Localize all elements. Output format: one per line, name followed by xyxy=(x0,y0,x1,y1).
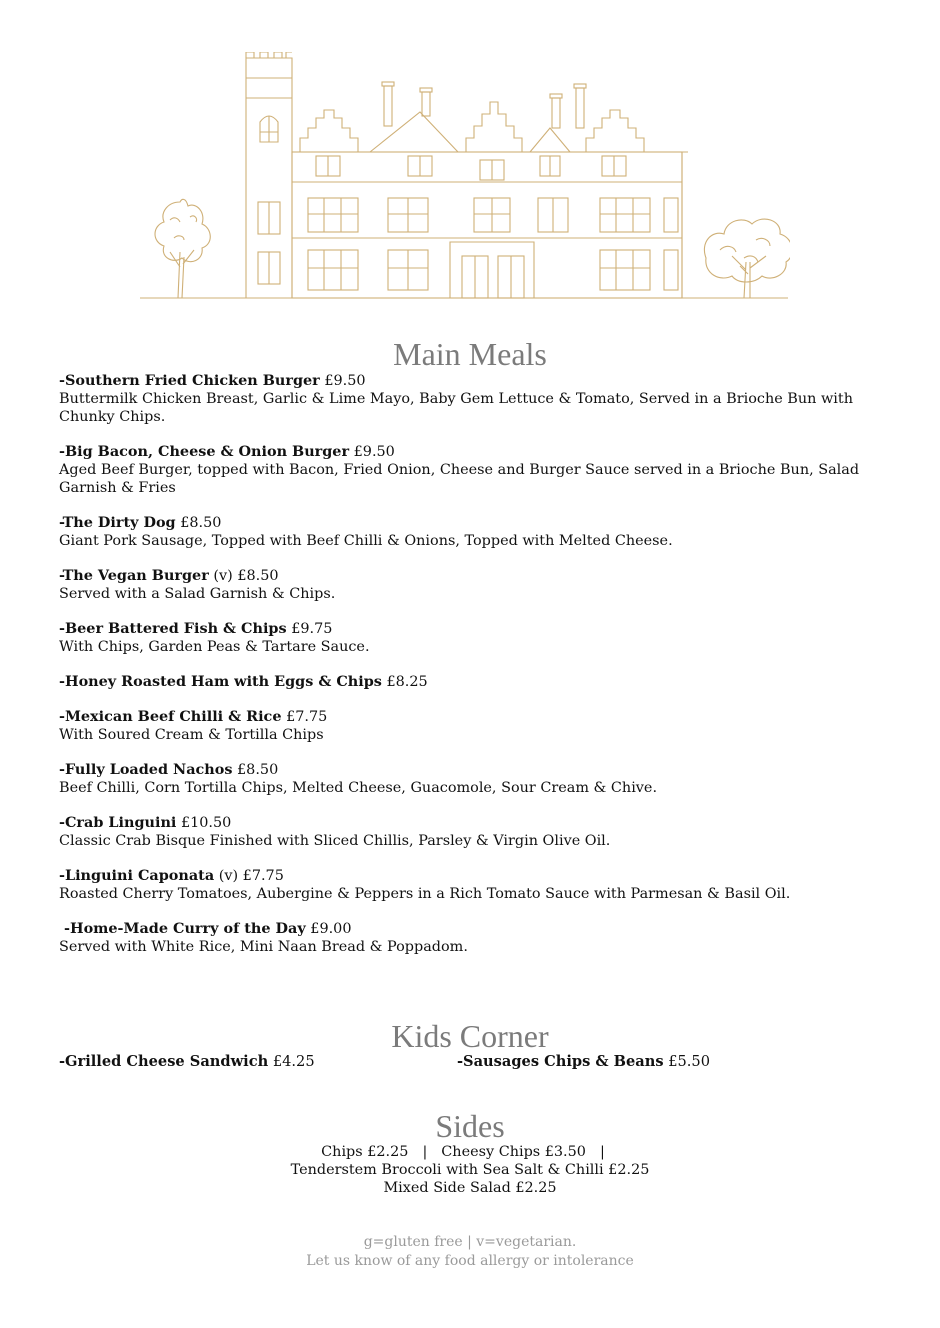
menu-item-name: -Honey Roasted Ham with Eggs & Chips xyxy=(59,673,382,690)
manor-house-illustration xyxy=(140,52,790,304)
menu-item xyxy=(59,372,889,426)
menu-item-name: -Crab Linguini xyxy=(59,814,177,831)
dietary-legend: g=gluten free | v=vegetarian. xyxy=(363,1234,577,1250)
menu-item-price: £7.75 xyxy=(286,709,328,725)
menu-item-name: -Fully Loaded Nachos xyxy=(59,761,233,778)
sides-title: Sides xyxy=(435,1108,505,1144)
menu-item-price: £8.50 xyxy=(237,762,279,778)
menu-item-price: £10.50 xyxy=(180,815,232,831)
kids-corner-title: Kids Corner xyxy=(391,1018,549,1054)
menu-item-description: With Chips, Garden Peas & Tartare Sauce. xyxy=(59,639,370,655)
menu-item-price: £8.50 xyxy=(180,515,222,531)
menu-item xyxy=(59,567,889,603)
menu-item-price: £7.75 xyxy=(242,868,284,884)
sides-list xyxy=(0,1143,940,1197)
menu-item xyxy=(59,443,889,497)
tower-icon xyxy=(246,52,292,298)
menu-item-description: Roasted Cherry Tomatoes, Aubergine & Peppers in a Rich Tomato Sauce with Parmesan & Basil Oil. xyxy=(59,886,791,902)
menu-item-description: Beef Chilli, Corn Tortilla Chips, Melted Cheese, Guacomole, Sour Cream & Chive. xyxy=(59,780,658,796)
main-meals-title: Main Meals xyxy=(393,336,547,372)
tree-left-icon xyxy=(155,199,210,298)
menu-item-description: Served with a Salad Garnish & Chips. xyxy=(59,586,336,602)
menu-item-name: -The Vegan Burger xyxy=(59,567,209,584)
menu-item xyxy=(59,708,889,744)
kids-menu-item xyxy=(59,1053,315,1070)
side-item: Chips £2.25 xyxy=(321,1144,409,1160)
menu-item-name: -Big Bacon, Cheese & Onion Burger xyxy=(59,443,350,460)
menu-item-description: Buttermilk Chicken Breast, Garlic & Lime Mayo, Baby Gem Lettuce & Tomato, Served in a Brioche Bun with Chunky Chips. xyxy=(59,391,853,425)
kids-item-name: -Sausages Chips & Beans xyxy=(457,1053,664,1070)
footer xyxy=(0,1233,940,1271)
menu-item xyxy=(59,514,889,550)
kids-item-price: £4.25 xyxy=(272,1053,315,1070)
menu-item-price: £9.50 xyxy=(353,444,395,460)
side-item: Cheesy Chips £3.50 xyxy=(441,1144,586,1160)
menu-item-price: £8.50 xyxy=(237,568,279,584)
menu-item-description: Classic Crab Bisque Finished with Sliced Chillis, Parsley & Virgin Olive Oil. xyxy=(59,833,611,849)
kids-item-price: £5.50 xyxy=(668,1053,710,1070)
menu-item xyxy=(59,673,889,691)
menu-item-price: £9.75 xyxy=(291,621,333,637)
menu-item-price: £8.25 xyxy=(386,674,428,690)
menu-item-name: -Beer Battered Fish & Chips xyxy=(59,620,287,637)
menu-item-dietary-tag: (v) xyxy=(218,868,239,884)
menu-item xyxy=(59,814,889,850)
menu-item-description: Giant Pork Sausage, Topped with Beef Chilli & Onions, Topped with Melted Cheese. xyxy=(59,533,673,549)
menu-item-description: With Soured Cream & Tortilla Chips xyxy=(59,727,324,743)
kids-item-name: -Grilled Cheese Sandwich xyxy=(59,1053,269,1070)
menu-item-description: Served with White Rice, Mini Naan Bread & Poppadom. xyxy=(59,939,468,955)
menu-item xyxy=(59,920,889,956)
menu-item-price: £9.50 xyxy=(324,373,366,389)
separator: | xyxy=(422,1144,428,1160)
menu-item xyxy=(59,761,889,797)
menu-item xyxy=(59,867,889,903)
kids-menu-item xyxy=(457,1053,710,1070)
side-item: Tenderstem Broccoli with Sea Salt & Chilli £2.25 xyxy=(290,1162,650,1178)
menu-item-name: -Linguini Caponata xyxy=(59,867,215,884)
menu-item-dietary-tag: (v) xyxy=(213,568,233,584)
menu-item-name: -Home-Made Curry of the Day xyxy=(59,920,306,937)
side-item: Mixed Side Salad £2.25 xyxy=(383,1180,557,1196)
allergy-note: Let us know of any food allergy or intolerance xyxy=(306,1253,634,1269)
menu-item xyxy=(59,620,889,656)
menu-item-name: -The Dirty Dog xyxy=(59,514,176,531)
separator: | xyxy=(599,1144,605,1160)
menu-item-description: Aged Beef Burger, topped with Bacon, Fried Onion, Cheese and Burger Sauce served in a Brioche Bun, Salad Garnish & Fries xyxy=(59,462,860,496)
tree-right-icon xyxy=(704,219,790,298)
menu-item-price: £9.00 xyxy=(310,921,352,937)
main-meals-list xyxy=(59,372,889,973)
sides-line-1 xyxy=(0,1143,940,1161)
facade-icon xyxy=(292,82,688,298)
menu-item-name: -Mexican Beef Chilli & Rice xyxy=(59,708,282,725)
menu-item-name: -Southern Fried Chicken Burger xyxy=(59,372,320,389)
